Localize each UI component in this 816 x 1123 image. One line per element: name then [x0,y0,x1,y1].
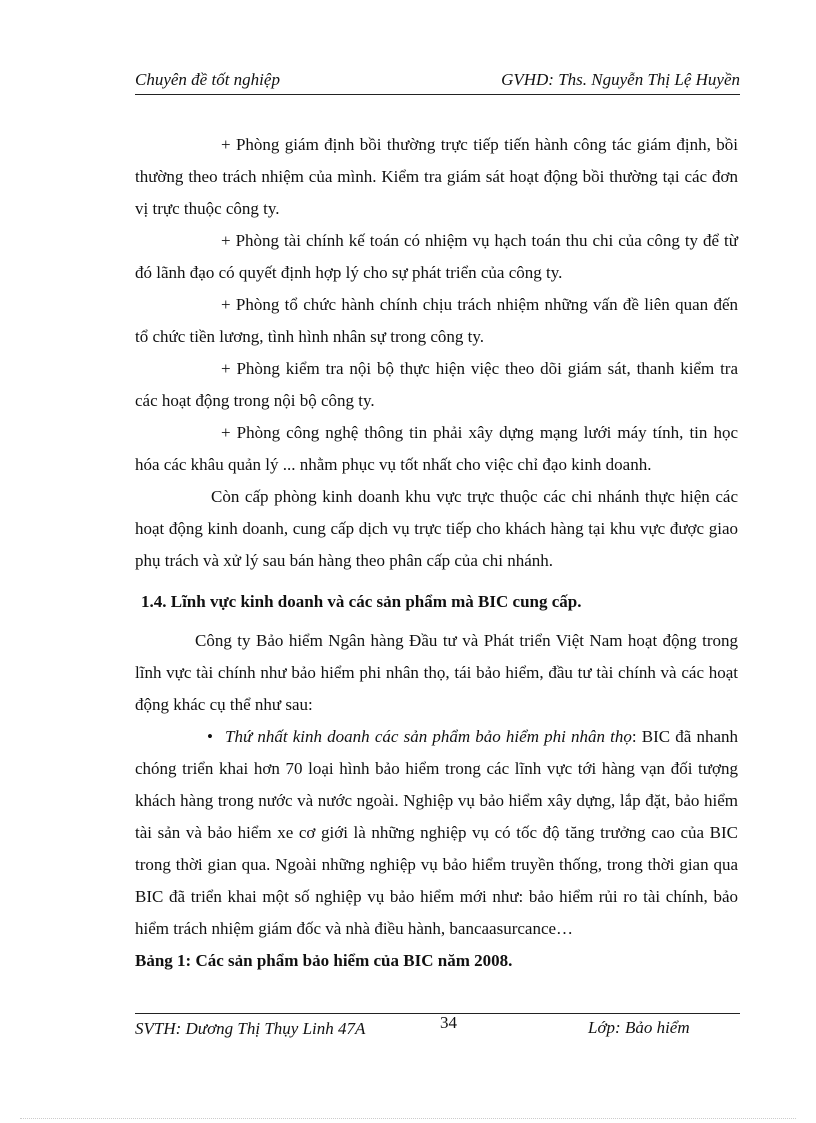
bullet-italic-lead: Thứ nhất kinh doanh các sản phẩm bảo hiểm phi nhân thọ [225,727,632,746]
footer-rule [135,1013,740,1014]
paragraph-it-dept: + Phòng công nghệ thông tin phải xây dựng mạng lưới máy tính, tin học hóa các khâu quản lý ... nhằm phục vụ tốt nhất cho việc chỉ đạo kinh doanh. [135,423,738,474]
footer-student: SVTH: Dương Thị Thụy Linh 47A [135,1019,366,1038]
intro-paragraph: Công ty Bảo hiểm Ngân hàng Đầu tư và Phát triển Việt Nam hoạt động trong lĩnh vực tài chính như bảo hiểm phi nhân thọ, tái bảo hiểm, đầu tư tài chính và các hoạt động khác cụ thể như sau: [135,631,738,714]
paragraph-audit-dept: + Phòng kiểm tra nội bộ thực hiện việc theo dõi giám sát, thanh kiểm tra các hoạt động trong nội bộ công ty. [135,359,738,410]
footer-class: Lớp: Bảo hiểm [588,1018,690,1037]
paragraph-finance-dept: + Phòng tài chính kế toán có nhiệm vụ hạch toán thu chi của công ty để từ đó lãnh đạo có quyết định hợp lý cho sự phát triển của công ty. [135,231,738,282]
paragraph-claims-dept: + Phòng giám định bồi thường trực tiếp tiến hành công tác giám định, bồi thường theo trách nhiệm của mình. Kiểm tra giám sát hoạt động bồi thường tại các đơn vị trực thuộc công ty. [135,135,738,218]
header-left: Chuyên đề tốt nghiệp [135,70,280,89]
bullet-icon: • [207,727,213,746]
header-right: GVHD: Ths. Nguyễn Thị Lệ Huyền [501,70,740,89]
bullet-paragraph [135,721,738,945]
bullet-text: : BIC đã nhanh chóng triển khai hơn 70 loại hình bảo hiểm trong các lĩnh vực tới hàng vạn đối tượng khách hàng trong nước và nước ngoài. Nghiệp vụ bảo hiểm xây dựng, lắp đặt, bảo hiểm tài sản và bảo hiểm xe cơ giới là những nghiệp vụ có tốc độ tăng trưởng cao của BIC trong thời gian qua. Ngoài những nghiệp vụ bảo hiểm truyền thống, trong thời gian qua BIC đã triển khai một số nghiệp vụ bảo hiểm mới như: bảo hiểm rủi ro tài chính, bảo hiểm trách nhiệm giám đốc và nhà điều hành, bancaasurcance… [135,727,739,938]
page-number: 34 [440,1013,457,1032]
page-header [135,68,740,95]
paragraph-regional-dept: Còn cấp phòng kinh doanh khu vực trực thuộc các chi nhánh thực hiện các hoạt động kinh doanh, cung cấp dịch vụ trực tiếp cho khách hàng tại khu vực được giao phụ trách và xử lý sau bán hàng theo phân cấp của chi nhánh. [135,487,738,570]
paragraph-admin-dept: + Phòng tổ chức hành chính chịu trách nhiệm những vấn đề liên quan đến tổ chức tiền lương, tình hình nhân sự trong công ty. [135,295,738,346]
page-bottom-border [20,1118,796,1119]
page-body [135,129,738,973]
table-caption: Bảng 1: Các sản phẩm bảo hiểm của BIC năm 2008. [135,951,513,970]
section-heading: 1.4. Lĩnh vực kinh doanh và các sản phẩm mà BIC cung cấp. [141,592,582,611]
